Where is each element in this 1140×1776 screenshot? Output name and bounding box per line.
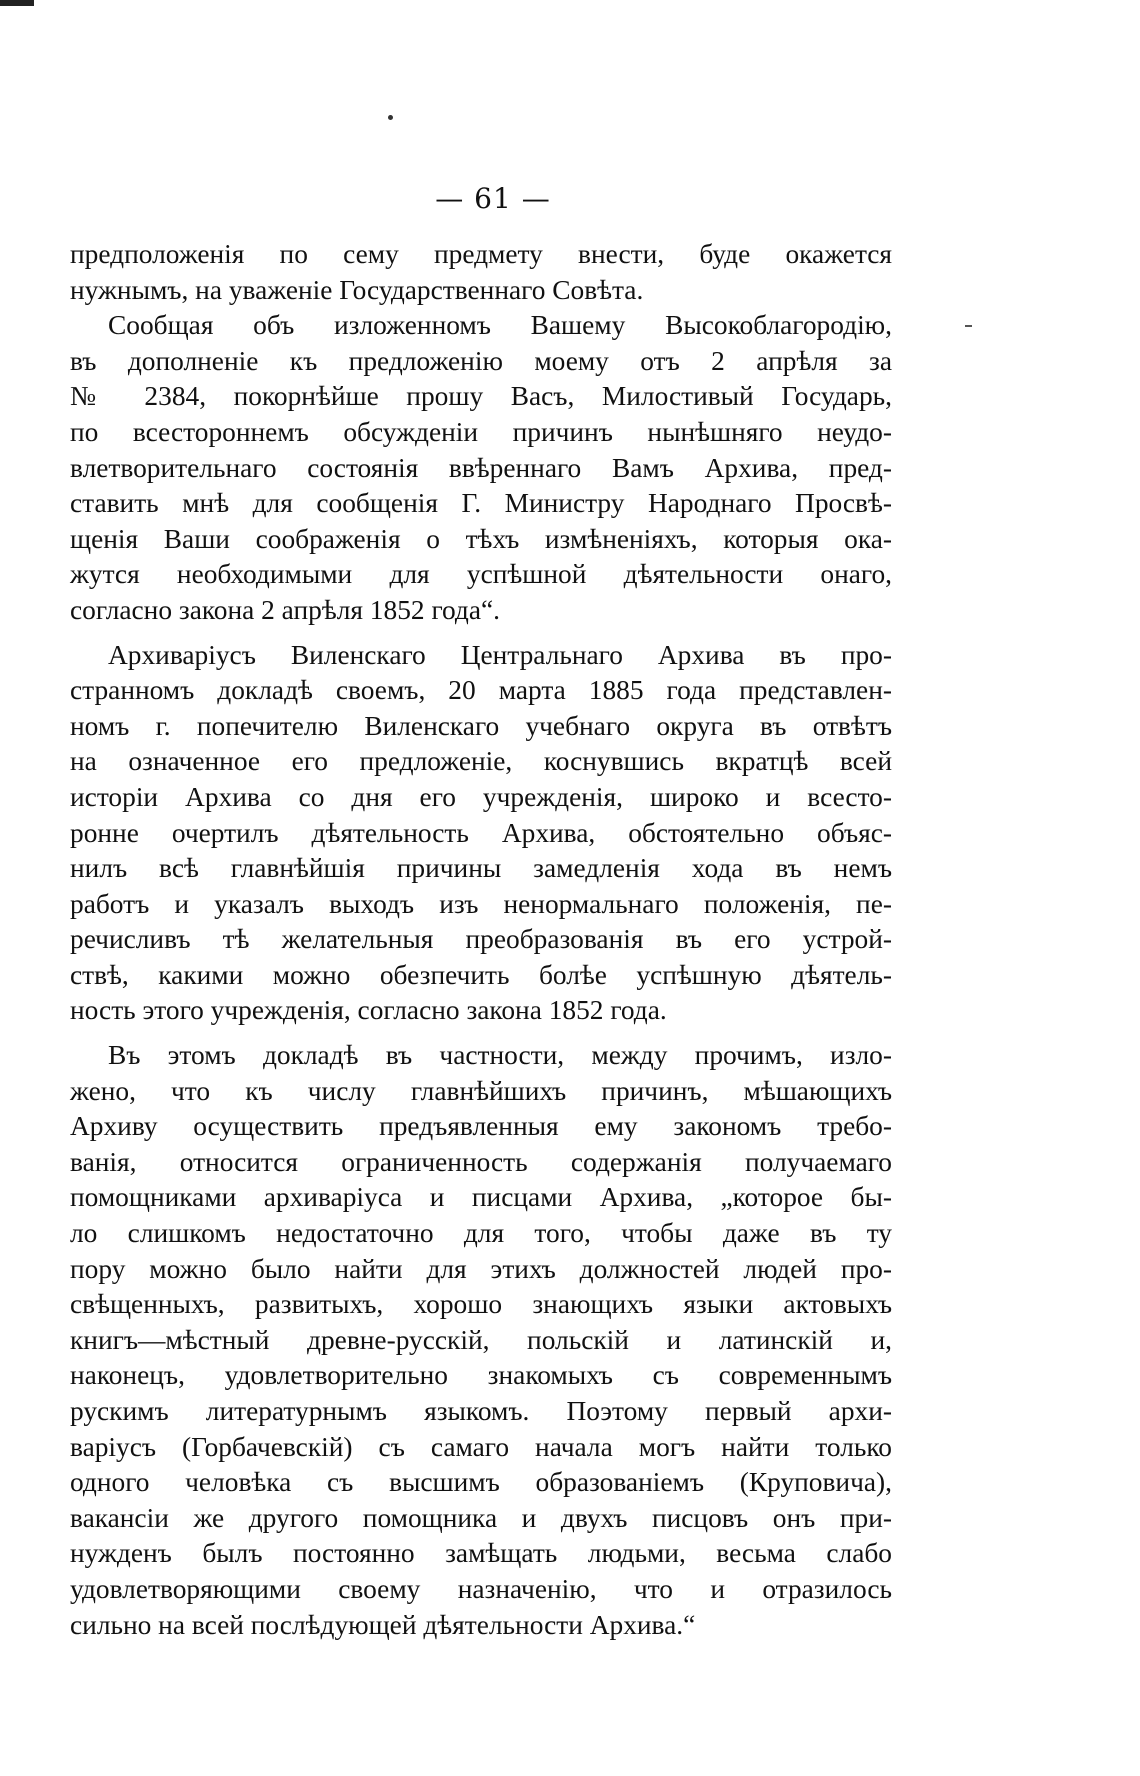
text-line: нужнымъ, на уваженіе Государственнаго Совѣта. xyxy=(70,274,644,305)
text-line: исторіи Архива со дня его учрежденія, широко и всесто- xyxy=(70,781,892,812)
text-line: согласно закона 2 апрѣля 1852 года“. xyxy=(70,594,500,625)
text-line: рускимъ литературнымъ языкомъ. Поэтому первый архи- xyxy=(70,1396,892,1426)
paragraph xyxy=(70,308,892,628)
text-line: ло слишкомъ недостаточно для того, чтобы даже въ ту xyxy=(70,1218,892,1249)
text-line: жутся необходимыми для успѣшной дѣятельности онаго, xyxy=(70,559,892,590)
text-line: нилъ всѣ главнѣйшія причины замедленія хода въ немъ xyxy=(70,853,892,884)
text-line: предположенія по сему предмету внести, буде окажется xyxy=(70,239,892,269)
paragraph xyxy=(70,638,892,1030)
text-line: ствѣ, какими можно обезпечить болѣе успѣшную дѣятель- xyxy=(70,959,892,990)
paragraph-gap xyxy=(70,629,892,638)
text-line: Архиваріусъ Виленскаго Центральнаго Архива въ про- xyxy=(108,639,892,670)
text-line: нужденъ былъ постоянно замѣщать людьми, весьма слабо xyxy=(70,1538,892,1569)
scan-speck xyxy=(388,115,393,120)
text-line: удовлетворяющими своему назначенію, что и отразилось xyxy=(70,1573,892,1604)
text-line: ванія, относится ограниченность содержанія получаемаго xyxy=(70,1146,892,1177)
text-line: помощниками архиваріуса и писцами Архива, „которое бы- xyxy=(70,1182,892,1213)
text-line: книгъ—мѣстный древне-русскій, польскій и латинскій и, xyxy=(70,1324,892,1355)
text-line: ность этого учрежденія, согласно закона 1852 года. xyxy=(70,995,667,1026)
text-line: Сообщая объ изложенномъ Вашему Высокоблагородію, xyxy=(108,310,892,341)
text-line: работъ и указалъ выходъ изъ ненормальнаго положенія, пе- xyxy=(70,888,892,919)
text-line: пору можно было найти для этихъ должностей людей про- xyxy=(70,1253,892,1284)
text-line: Архиву осуществить предъявленныя ему закономъ требо- xyxy=(70,1111,892,1142)
text-line: ронне очертилъ дѣятельность Архива, обстоятельно объяс- xyxy=(70,817,892,848)
text-line: сильно на всей послѣдующей дѣятельности Архива.“ xyxy=(70,1609,696,1640)
text-line: въ дополненіе къ предложенію моему отъ 2 апрѣля за xyxy=(70,345,892,376)
text-line: речисливъ тѣ желательныя преобразованія въ его устрой- xyxy=(70,924,892,955)
text-line: ставить мнѣ для сообщенія Г. Министру Народнаго Просвѣ- xyxy=(70,488,892,519)
text-line: наконецъ, удовлетворительно знакомыхъ съ современнымъ xyxy=(70,1360,892,1391)
text-line: щенія Ваши соображенія о тѣхъ измѣненіяхъ, которыя ока- xyxy=(70,523,892,554)
text-line: странномъ докладѣ своемъ, 20 марта 1885 года представлен- xyxy=(70,675,892,706)
text-line: одного человѣка съ высшимъ образованіемъ (Круповича), xyxy=(70,1467,892,1498)
text-line: свѣщенныхъ, развитыхъ, хорошо знающихъ языки актовыхъ xyxy=(70,1289,892,1320)
paragraph xyxy=(70,237,892,308)
text-line: № 2384, покорнѣйше прошу Васъ, Милостивый Государь, xyxy=(70,381,892,412)
body-text xyxy=(70,237,892,1643)
text-line: жено, что къ числу главнѣйшихъ причинъ, мѣшающихъ xyxy=(70,1075,892,1106)
text-line: варіусъ (Горбачевскій) съ самаго начала могъ найти только xyxy=(70,1431,892,1462)
text-line: влетворительнаго состоянія ввѣреннаго Вамъ Архива, пред- xyxy=(70,452,892,483)
paragraph-gap xyxy=(70,1029,892,1038)
text-line: на означенное его предложеніе, коснувшись вкратцѣ всей xyxy=(70,746,892,777)
scan-speck-margin xyxy=(965,325,972,327)
text-line: Въ этомъ докладѣ въ частности, между прочимъ, изло- xyxy=(108,1040,892,1071)
scan-edge-mark xyxy=(0,0,34,6)
text-line: номъ г. попечителю Виленскаго учебнаго округа въ отвѣтъ xyxy=(70,710,892,741)
text-line: вакансіи же другого помощника и двухъ писцовъ онъ при- xyxy=(70,1502,892,1533)
page-number: — 61 — xyxy=(435,182,551,215)
text-line: по всестороннемъ обсужденіи причинъ нынѣшняго неудо- xyxy=(70,416,892,447)
paragraph xyxy=(70,1038,892,1643)
